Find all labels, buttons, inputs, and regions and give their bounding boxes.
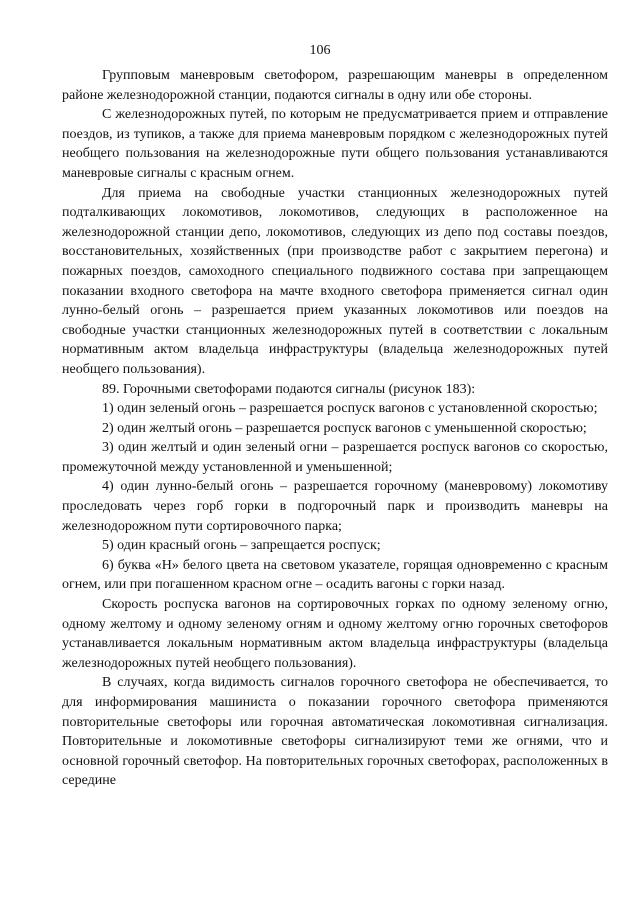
- list-item-2: 2) один желтый огонь – разрешается роспуск вагонов с уменьшенной скоростью;: [102, 420, 587, 436]
- paragraph-lunar-white-signal: Для приема на свободные участки станционных железнодорожных путей подталкивающих локомотивов, локомотивов, следующих в расположенное на железнодорожной станции депо, локомотивов, следующих из депо под составы поездов, восстановительных, хозяйственных (при производстве работ с закрытием перегона) и пожарных поездов, самоходного специального подвижного состава при запрещающем показании входного светофора на мачте входного светофора применяется сигнал один лунно-белый огонь – разрешается прием указанных локомотивов или поездов на свободные участки станционных железнодорожных путей в соответствии с локальным нормативным актом владельца инфраструктуры (владельца железнодорожных путей необщего пользования).: [62, 185, 608, 377]
- list-item-5: 5) один красный огонь – запрещается роспуск;: [102, 538, 381, 554]
- list-item-1: 1) один зеленый огонь – разрешается роспуск вагонов с установленной скоростью;: [102, 401, 598, 417]
- paragraph-hump-signals-intro: 89. Горочными светофорами подаются сигналы (рисунок 183):: [102, 381, 476, 397]
- paragraph-repeater-signals: В случаях, когда видимость сигналов горочного светофора не обеспечивается, то для информирования машиниста о показании горочного светофора применяются повторительные светофоры или горочная автоматическая локомотивная сигнализация. Повторительные и локомотивные светофоры сигнализируют теми же огнями, что и основной горочный светофор. На повторительных горочных светофорах, расположенных в середине: [62, 675, 608, 789]
- paragraph-release-speed: Скорость роспуска вагонов на сортировочных горках по одному зеленому огню, одному желтому и одному зеленому огням и одному желтому огню горочных светофоров устанавливается локальным нормативным актом владельца инфраструктуры (владельца железнодорожных путей необщего пользования).: [62, 597, 608, 671]
- page-number: 106: [309, 43, 331, 58]
- paragraph-group-shunting-signal: Групповым маневровым светофором, разрешающим маневры в определенном районе железнодорожной станции, подаются сигналы в одну или обе стороны.: [62, 68, 608, 103]
- list-item-3: 3) один желтый и один зеленый огни – разрешается роспуск вагонов со скоростью, промежуточной между установленной и уменьшенной;: [62, 440, 608, 475]
- body-text: [62, 66, 608, 791]
- paragraph-dead-end-tracks: С железнодорожных путей, по которым не предусматривается прием и отправление поездов, из тупиков, а также для приема маневровым порядком с железнодорожных путей необщего пользования на железнодорожные пути общего пользования устанавливаются маневровые сигналы с красным огнем.: [62, 107, 608, 181]
- list-item-4: 4) один лунно-белый огонь – разрешается горочному (маневровому) локомотиву проследовать через горб горки в подгорочный парк и производить маневры на железнодорожном пути сортировочного парка;: [62, 479, 608, 534]
- list-item-6: 6) буква «Н» белого цвета на световом указателе, горящая одновременно с красным огнем, или при погашенном красном огне – осадить вагоны с горки назад.: [62, 557, 608, 593]
